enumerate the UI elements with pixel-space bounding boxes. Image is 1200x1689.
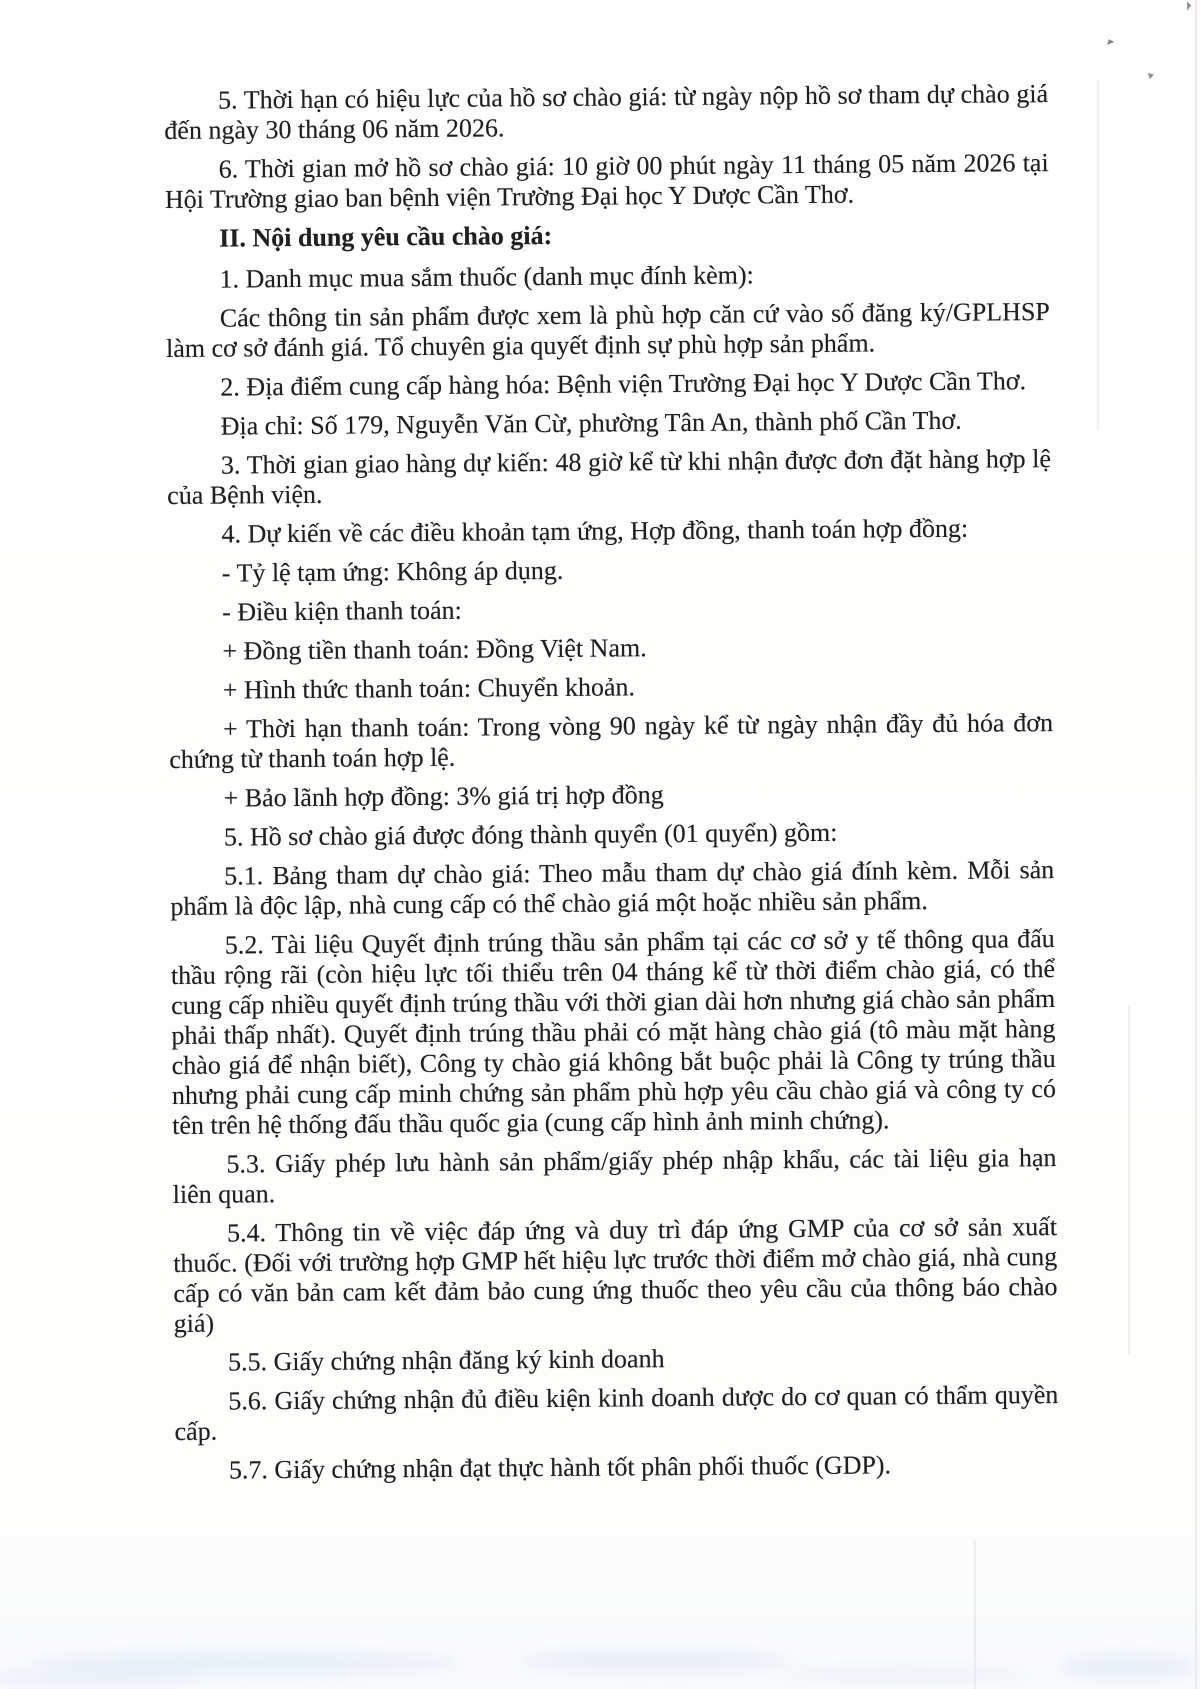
clause-ii-5-7-gdp-certificate: 5.7. Giấy chứng nhận đạt thực hành tốt phân phối thuốc (GDP). bbox=[228, 1450, 892, 1485]
clause-ii-5-4-gmp-compliance: 5.4. Thông tin về việc đáp ứng và duy trì đáp ứng GMP của cơ sở sản xuất thuốc. (Đối với trường hợp GMP hết hiệu lực trước thời điểm mở chào giá, nhà cung cấp có văn bản cam kết đảm bảo cung ứng thuốc theo yêu cầu của thông báo chào giá) bbox=[173, 1212, 1058, 1338]
clause-ii-1-drug-list: 1. Danh mục mua sắm thuốc (danh mục đính kèm): bbox=[219, 260, 754, 294]
scan-speck bbox=[1146, 72, 1154, 80]
scan-smudge bbox=[0, 1668, 200, 1688]
clause-ii-2-delivery-location: 2. Địa điểm cung cấp hàng hóa: Bệnh viện Trường Đại học Y Dược Cần Thơ. bbox=[220, 366, 1027, 402]
heading-section-ii: II. Nội dung yêu cầu chào giá: bbox=[219, 220, 553, 253]
clause-ii-5-3-marketing-license: 5.3. Giấy phép lưu hành sản phẩm/giấy phép nhập khẩu, các tài liệu gia hạn liên quan. bbox=[172, 1143, 1057, 1209]
clause-ii-4-payment-currency: + Đồng tiền thanh toán: Đồng Việt Nam. bbox=[222, 633, 647, 666]
scan-smudge bbox=[780, 1666, 1030, 1682]
clause-ii-5-1-quote-form: 5.1. Bảng tham dự chào giá: Theo mẫu tham dự chào giá đính kèm. Mỗi sản phẩm là độc lập, nhà cung cấp có thể chào giá một hoặc nhiều sản phẩm. bbox=[170, 855, 1055, 921]
scan-smudge bbox=[1058, 1652, 1200, 1680]
clause-ii-4-payment-method: + Hình thức thanh toán: Chuyển khoản. bbox=[222, 672, 636, 705]
scan-speck bbox=[1185, 2, 1192, 12]
clause-ii-5-dossier-volume: 5. Hồ sơ chào giá được đóng thành quyển (01 quyển) gồm: bbox=[223, 817, 838, 852]
document-body bbox=[164, 79, 1059, 1495]
clause-6-opening-time: 6. Thời gian mở hồ sơ chào giá: 10 giờ 00 phút ngày 11 tháng 05 năm 2026 tại Hội Trường giao ban bệnh viện Trường Đại học Y Dược Cần Thơ. bbox=[164, 148, 1049, 214]
clause-ii-5-5-business-registration: 5.5. Giấy chứng nhận đăng ký kinh doanh bbox=[227, 1344, 665, 1377]
clause-ii-1-evaluation-note: Các thông tin sản phẩm được xem là phù hợp căn cứ vào số đăng ký/GPLHSP làm cơ sở đánh giá. Tổ chuyên gia quyết định sự phù hợp sản phẩm. bbox=[165, 297, 1050, 363]
clause-ii-2-address: Địa chỉ: Số 179, Nguyễn Văn Cừ, phường Tân An, thành phố Cần Thơ. bbox=[220, 405, 962, 441]
scan-smudge bbox=[30, 1650, 460, 1676]
scan-crease-middle bbox=[1128, 1005, 1130, 1355]
clause-ii-5-6-pharma-eligibility: 5.6. Giấy chứng nhận đủ điều kiện kinh doanh dược do cơ quan có thẩm quyền cấp. bbox=[174, 1380, 1059, 1446]
clause-ii-3-delivery-time: 3. Thời gian giao hàng dự kiến: 48 giờ kể từ khi nhận được đơn đặt hàng hợp lệ của Bệnh viện. bbox=[167, 444, 1052, 510]
clause-ii-4-contract-guarantee: + Bảo lãnh hợp đồng: 3% giá trị hợp đồng bbox=[223, 780, 664, 813]
scan-smudge bbox=[520, 1648, 790, 1674]
scan-crease-upper bbox=[1097, 80, 1099, 430]
clause-ii-4-payment-deadline: + Thời hạn thanh toán: Trong vòng 90 ngày kể từ ngày nhận đầy đủ hóa đơn chứng từ thanh toán hợp lệ. bbox=[169, 708, 1054, 774]
clause-5-validity-period: 5. Thời hạn có hiệu lực của hồ sơ chào giá: từ ngày nộp hồ sơ tham dự chào giá đến ngày 30 tháng 06 năm 2026. bbox=[164, 79, 1049, 145]
scan-crease-lower bbox=[974, 1540, 976, 1689]
scan-edge-line bbox=[1195, 0, 1197, 1689]
scan-speck bbox=[1105, 38, 1114, 45]
clause-ii-4-advance-rate: - Tỷ lệ tạm ứng: Không áp dụng. bbox=[221, 555, 564, 588]
clause-ii-4-contract-terms: 4. Dự kiến về các điều khoản tạm ứng, Hợp đồng, thanh toán hợp đồng: bbox=[221, 513, 969, 549]
clause-ii-5-2-award-decision: 5.2. Tài liệu Quyết định trúng thầu sản phẩm tại các cơ sở y tế thông qua đấu thầu rộng rãi (còn hiệu lực tối thiểu trên 04 tháng kể từ thời điểm chào giá, có thể cung cấp nhiều quyết định trúng thầu với thời gian dài hơn nhưng giá chào sản phẩm phải thấp nhất). Quyết định trúng thầu phải có mặt hàng chào giá (tô màu mặt hàng chào giá để nhận biết), Công ty chào giá không bắt buộc phải là Công ty trúng thầu nhưng phải cung cấp minh chứng sản phẩm phù hợp yêu cầu chào giá và công ty có tên trên hệ thống đấu thầu quốc gia (cung cấp hình ảnh minh chứng). bbox=[170, 924, 1057, 1140]
clause-ii-4-payment-conditions: - Điều kiện thanh toán: bbox=[222, 595, 462, 627]
